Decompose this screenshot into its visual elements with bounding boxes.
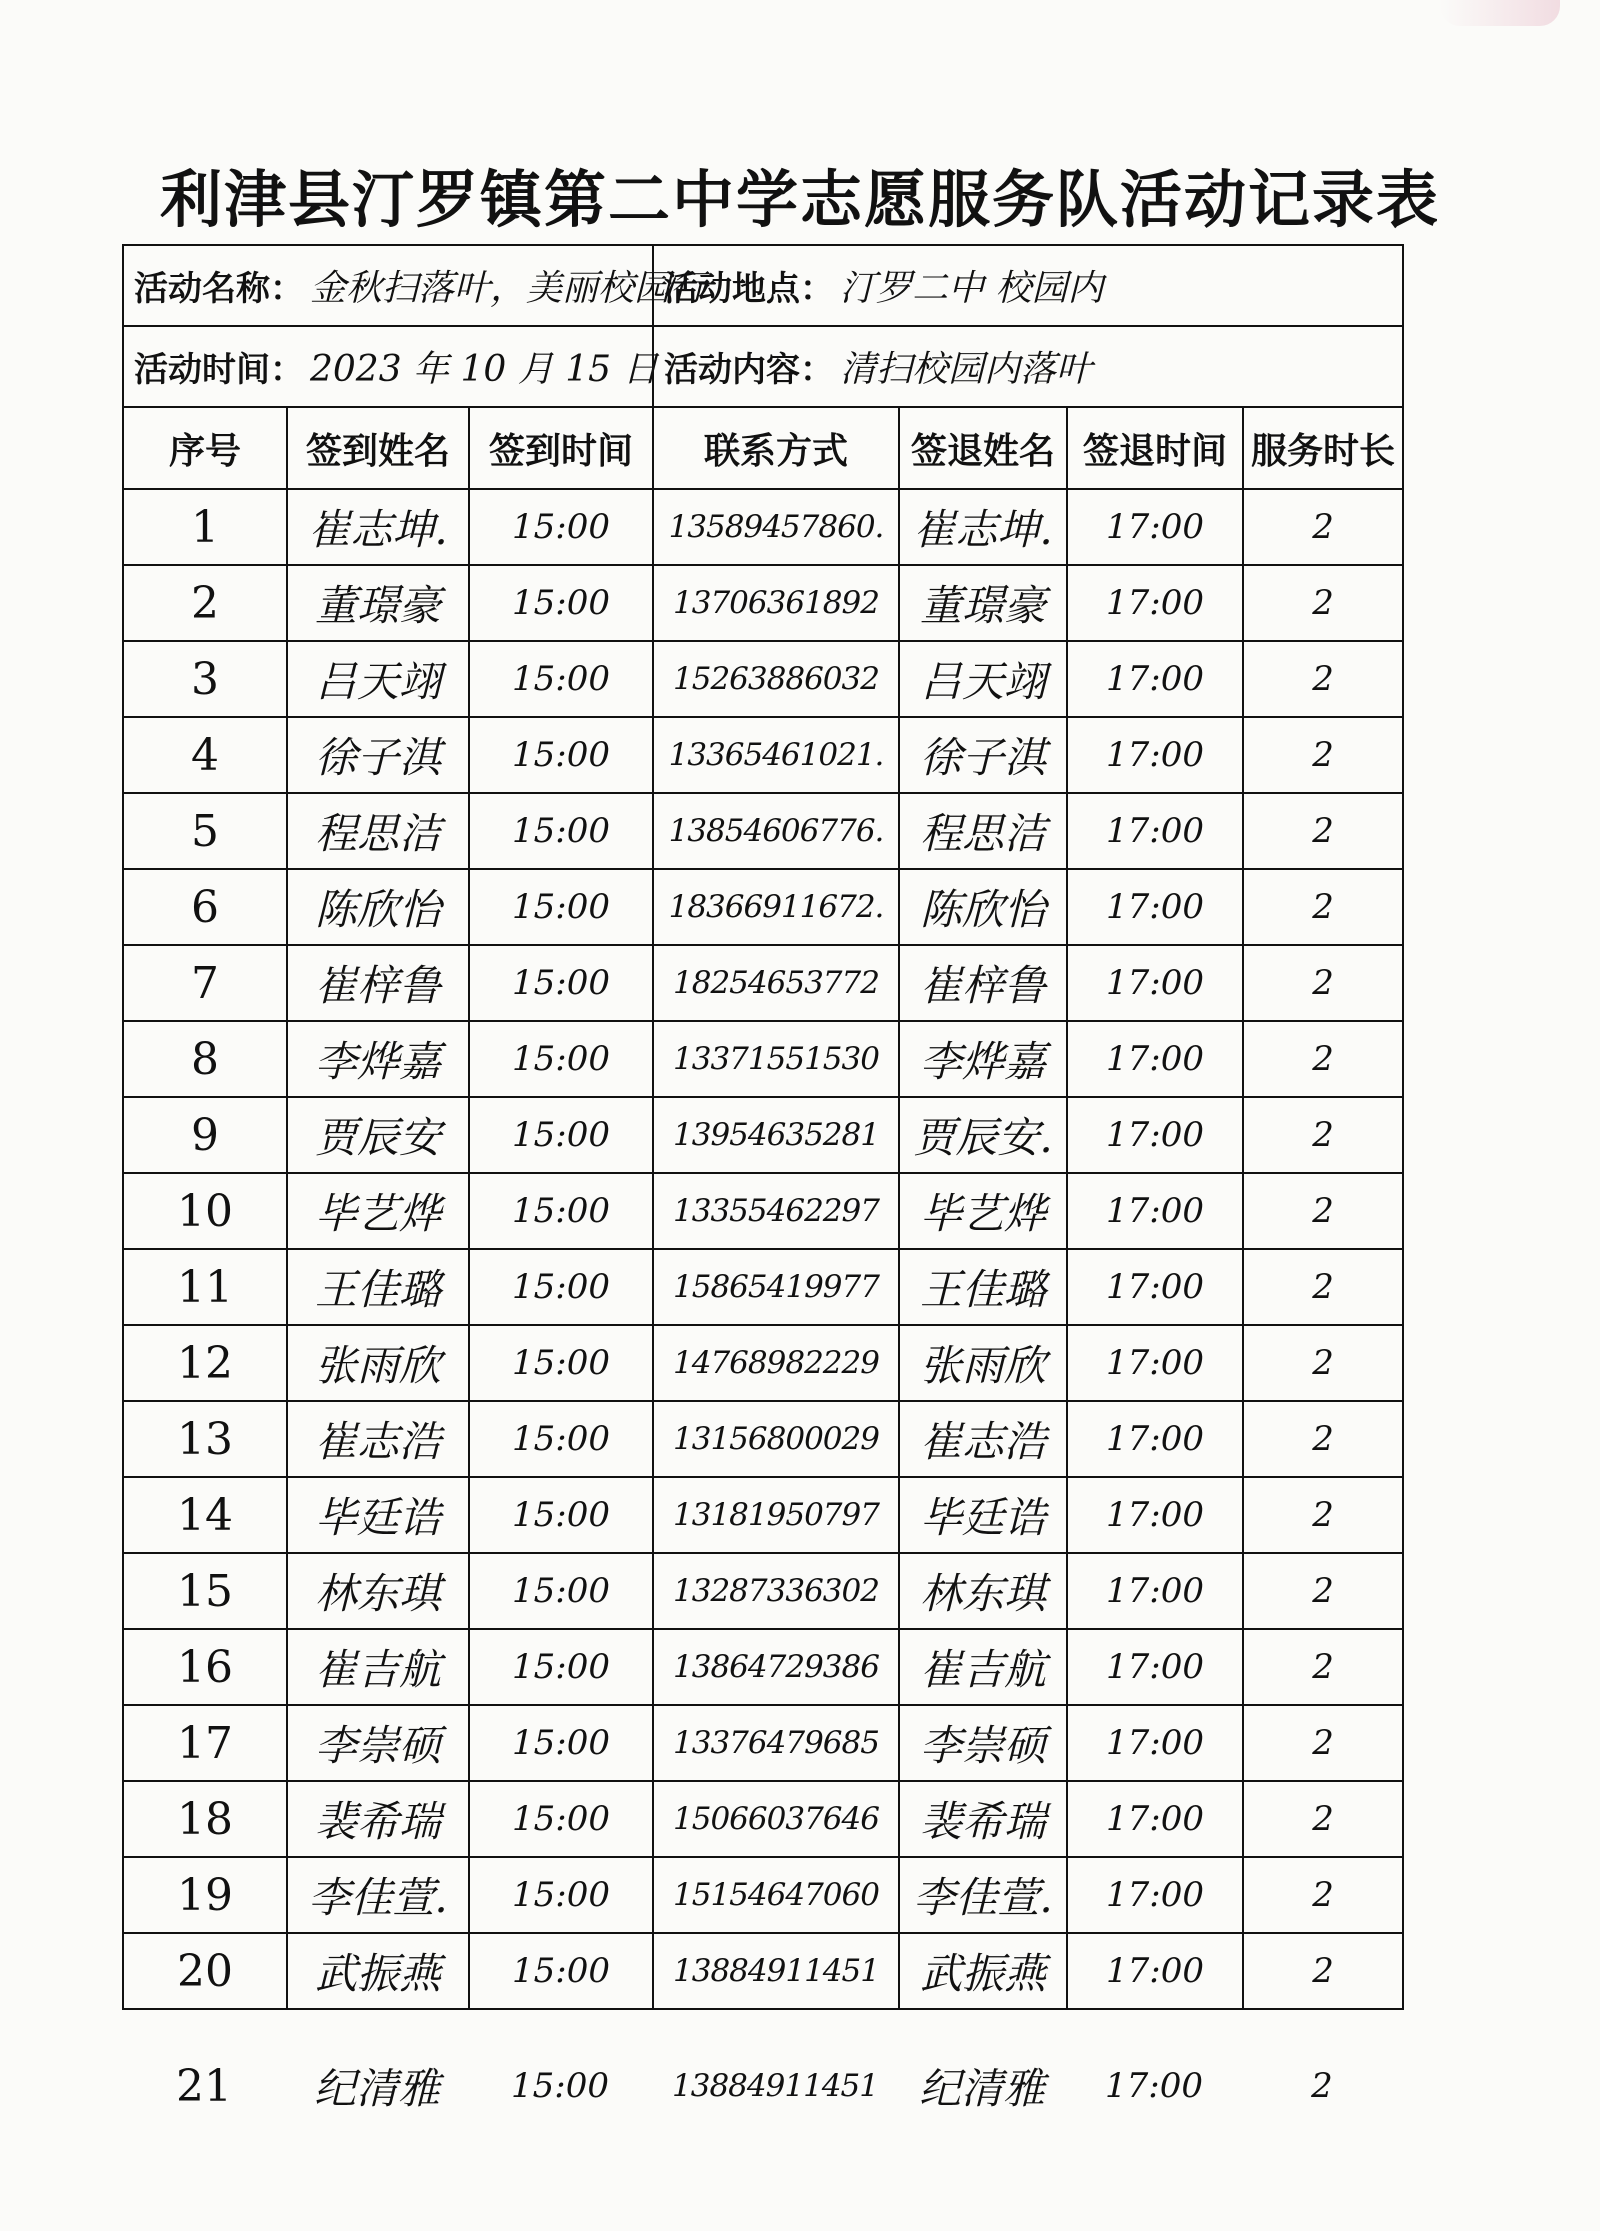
row-signout-time: 17:00 [1067, 945, 1243, 1021]
paper-edge-mark [1440, 0, 1560, 26]
row-signout-time: 17:00 [1067, 641, 1243, 717]
row-signout-time: 17:00 [1067, 1477, 1243, 1553]
row-signout-time: 17:00 [1067, 1173, 1243, 1249]
row-signin-name: 吕天翊 [287, 641, 469, 717]
activity-place-label: 活动地点： [664, 269, 834, 309]
extra-service-hours: 2 [1311, 2066, 1333, 2106]
row-signout-time: 17:00 [1067, 489, 1243, 565]
row-signin-name: 崔梓鲁 [287, 945, 469, 1021]
row-seq: 1 [123, 489, 287, 565]
row-service-hours: 2 [1243, 793, 1403, 869]
activity-time-label: 活动时间： [134, 350, 304, 390]
column-header-row [123, 407, 1403, 489]
row-seq: 17 [123, 1705, 287, 1781]
row-signout-name: 毕廷诰 [899, 1477, 1067, 1553]
row-signin-time: 15:00 [469, 945, 653, 1021]
extra-seq: 21 [176, 2060, 232, 2112]
row-signout-name: 崔吉航 [899, 1629, 1067, 1705]
row-signout-name: 徐子淇 [899, 717, 1067, 793]
row-signin-name: 林东琪 [287, 1553, 469, 1629]
row-seq: 4 [123, 717, 287, 793]
row-signout-name: 崔志坤. [899, 489, 1067, 565]
row-signout-name: 林东琪 [899, 1553, 1067, 1629]
activity-content-label: 活动内容： [664, 350, 834, 390]
row-signout-name: 陈欣怡 [899, 869, 1067, 945]
row-seq: 16 [123, 1629, 287, 1705]
activity-content-value: 清扫校园内落叶 [840, 349, 1093, 390]
row-signin-time: 15:00 [469, 717, 653, 793]
row-signin-name: 张雨欣 [287, 1325, 469, 1401]
row-signin-name: 贾辰安 [287, 1097, 469, 1173]
row-signin-time: 15:00 [469, 1781, 653, 1857]
row-signin-time: 15:00 [469, 489, 653, 565]
header-signin-time: 签到时间 [469, 407, 653, 489]
table-row [123, 1173, 1403, 1249]
row-contact: 14768982229 [653, 1325, 899, 1401]
row-signout-name: 程思洁 [899, 793, 1067, 869]
row-signin-name: 程思洁 [287, 793, 469, 869]
row-contact: 13706361892 [653, 565, 899, 641]
row-service-hours: 2 [1243, 1705, 1403, 1781]
table-row [123, 945, 1403, 1021]
row-signin-time: 15:00 [469, 1477, 653, 1553]
row-signout-time: 17:00 [1067, 1021, 1243, 1097]
row-signout-name: 毕艺烨 [899, 1173, 1067, 1249]
header-service-hours: 服务时长 [1243, 407, 1403, 489]
row-seq: 9 [123, 1097, 287, 1173]
row-service-hours: 2 [1243, 1325, 1403, 1401]
row-signin-name: 崔吉航 [287, 1629, 469, 1705]
info-row-1 [123, 245, 1403, 326]
row-signin-name: 毕艺烨 [287, 1173, 469, 1249]
row-service-hours: 2 [1243, 1173, 1403, 1249]
row-service-hours: 2 [1243, 565, 1403, 641]
row-signout-name: 裴希瑞 [899, 1781, 1067, 1857]
row-signin-name: 裴希瑞 [287, 1781, 469, 1857]
row-seq: 8 [123, 1021, 287, 1097]
row-contact: 13864729386 [653, 1629, 899, 1705]
row-signout-time: 17:00 [1067, 1325, 1243, 1401]
row-seq: 3 [123, 641, 287, 717]
table-row [123, 1553, 1403, 1629]
table-row [123, 641, 1403, 717]
table-row [123, 1021, 1403, 1097]
row-signout-time: 17:00 [1067, 1249, 1243, 1325]
row-signin-time: 15:00 [469, 1705, 653, 1781]
row-signin-name: 李佳萱. [287, 1857, 469, 1933]
row-service-hours: 2 [1243, 1097, 1403, 1173]
extra-contact: 13884911451 [672, 2068, 878, 2104]
header-contact: 联系方式 [653, 407, 899, 489]
row-signin-time: 15:00 [469, 1021, 653, 1097]
table-row [123, 1097, 1403, 1173]
row-signout-name: 吕天翊 [899, 641, 1067, 717]
row-signout-time: 17:00 [1067, 1781, 1243, 1857]
row-signout-name: 董璟豪 [899, 565, 1067, 641]
row-service-hours: 2 [1243, 1477, 1403, 1553]
table-row [123, 869, 1403, 945]
table-row [123, 1781, 1403, 1857]
row-service-hours: 2 [1243, 1249, 1403, 1325]
row-signin-name: 王佳璐 [287, 1249, 469, 1325]
activity-record-table [122, 244, 1404, 2010]
activity-name-value: 金秋扫落叶，美丽校园行 [310, 268, 707, 309]
activity-content-cell [653, 326, 1403, 407]
table-row [123, 489, 1403, 565]
row-seq: 12 [123, 1325, 287, 1401]
row-signin-time: 15:00 [469, 1857, 653, 1933]
row-service-hours: 2 [1243, 1629, 1403, 1705]
row-service-hours: 2 [1243, 945, 1403, 1021]
activity-name-cell [123, 245, 707, 326]
extra-signin-name: 纪清雅 [313, 2064, 440, 2113]
row-seq: 14 [123, 1477, 287, 1553]
row-signout-time: 17:00 [1067, 1933, 1243, 2009]
row-signin-name: 李烨嘉 [287, 1021, 469, 1097]
row-signin-name: 徐子淇 [287, 717, 469, 793]
row-contact: 13365461021. [653, 717, 899, 793]
header-signout-name: 签退姓名 [899, 407, 1067, 489]
row-signout-time: 17:00 [1067, 1629, 1243, 1705]
row-signin-time: 15:00 [469, 1933, 653, 2009]
row-signout-name: 崔梓鲁 [899, 945, 1067, 1021]
row-signin-name: 董璟豪 [287, 565, 469, 641]
header-seq: 序号 [123, 407, 287, 489]
extra-signout-time: 17:00 [1105, 2066, 1203, 2106]
table-row [123, 1477, 1403, 1553]
activity-name-label: 活动名称： [134, 269, 304, 309]
activity-time-value: 2023 年 10 月 15 日 [310, 349, 659, 390]
table-row [123, 1629, 1403, 1705]
row-contact: 13156800029 [653, 1401, 899, 1477]
row-signin-time: 15:00 [469, 1173, 653, 1249]
row-contact: 13355462297 [653, 1173, 899, 1249]
row-signin-name: 毕廷诰 [287, 1477, 469, 1553]
row-service-hours: 2 [1243, 1857, 1403, 1933]
row-signout-time: 17:00 [1067, 793, 1243, 869]
row-signout-time: 17:00 [1067, 1857, 1243, 1933]
row-contact: 13854606776. [653, 793, 899, 869]
row-signout-name: 张雨欣 [899, 1325, 1067, 1401]
row-service-hours: 2 [1243, 717, 1403, 793]
row-signin-time: 15:00 [469, 793, 653, 869]
row-signin-time: 15:00 [469, 565, 653, 641]
row-service-hours: 2 [1243, 1553, 1403, 1629]
row-signin-name: 武振燕 [287, 1933, 469, 2009]
row-contact: 18254653772 [653, 945, 899, 1021]
row-service-hours: 2 [1243, 1021, 1403, 1097]
row-contact: 13884911451 [653, 1933, 899, 2009]
row-signout-name: 武振燕 [899, 1933, 1067, 2009]
row-contact: 13371551530 [653, 1021, 899, 1097]
table-row [123, 565, 1403, 641]
row-signout-time: 17:00 [1067, 869, 1243, 945]
row-contact: 13287336302 [653, 1553, 899, 1629]
row-seq: 6 [123, 869, 287, 945]
row-signin-time: 15:00 [469, 1097, 653, 1173]
row-signin-name: 崔志坤. [287, 489, 469, 565]
row-contact: 13589457860. [653, 489, 899, 565]
row-seq: 20 [123, 1933, 287, 2009]
row-signout-time: 17:00 [1067, 565, 1243, 641]
row-contact: 15066037646 [653, 1781, 899, 1857]
row-signout-time: 17:00 [1067, 1401, 1243, 1477]
row-service-hours: 2 [1243, 869, 1403, 945]
row-service-hours: 2 [1243, 1933, 1403, 2009]
table-row [123, 1249, 1403, 1325]
table-row [123, 1325, 1403, 1401]
row-seq: 18 [123, 1781, 287, 1857]
row-seq: 11 [123, 1249, 287, 1325]
page-title: 利津县汀罗镇第二中学志愿服务队活动记录表 [159, 163, 1440, 236]
row-signin-name: 陈欣怡 [287, 869, 469, 945]
table-row [123, 1933, 1403, 2009]
row-service-hours: 2 [1243, 1401, 1403, 1477]
row-seq: 19 [123, 1857, 287, 1933]
row-signout-name: 李佳萱. [899, 1857, 1067, 1933]
row-signout-time: 17:00 [1067, 717, 1243, 793]
row-signout-name: 李崇硕 [899, 1705, 1067, 1781]
row-signout-name: 李烨嘉 [899, 1021, 1067, 1097]
row-contact: 13181950797 [653, 1477, 899, 1553]
row-signin-time: 15:00 [469, 1401, 653, 1477]
row-service-hours: 2 [1243, 1781, 1403, 1857]
activity-place-value: 汀罗二中 校园内 [840, 268, 1104, 309]
row-signout-name: 贾辰安. [899, 1097, 1067, 1173]
extra-signout-name: 纪清雅 [918, 2064, 1045, 2113]
row-signout-time: 17:00 [1067, 1097, 1243, 1173]
row-contact: 18366911672. [653, 869, 899, 945]
activity-time-cell [123, 326, 659, 407]
row-seq: 15 [123, 1553, 287, 1629]
row-signout-name: 王佳璐 [899, 1249, 1067, 1325]
row-signin-time: 15:00 [469, 869, 653, 945]
table-row [123, 1401, 1403, 1477]
row-contact: 13954635281 [653, 1097, 899, 1173]
row-signin-time: 15:00 [469, 1629, 653, 1705]
row-contact: 15263886032 [653, 641, 899, 717]
row-signout-time: 17:00 [1067, 1705, 1243, 1781]
row-service-hours: 2 [1243, 641, 1403, 717]
row-signout-time: 17:00 [1067, 1553, 1243, 1629]
row-signin-time: 15:00 [469, 1325, 653, 1401]
activity-place-cell [653, 245, 1403, 326]
row-signin-name: 崔志浩 [287, 1401, 469, 1477]
volunteer-rows [123, 489, 1403, 2009]
row-seq: 2 [123, 565, 287, 641]
row-contact: 15865419977 [653, 1249, 899, 1325]
header-signin-name: 签到姓名 [287, 407, 469, 489]
extra-row-21 [122, 2046, 1402, 2126]
extra-signin-time: 15:00 [511, 2066, 609, 2106]
row-signin-time: 15:00 [469, 1249, 653, 1325]
row-seq: 7 [123, 945, 287, 1021]
row-service-hours: 2 [1243, 489, 1403, 565]
row-seq: 5 [123, 793, 287, 869]
row-seq: 10 [123, 1173, 287, 1249]
row-signin-time: 15:00 [469, 641, 653, 717]
table-row [123, 717, 1403, 793]
info-row-2 [123, 326, 1403, 407]
table-row [123, 1857, 1403, 1933]
header-signout-time: 签退时间 [1067, 407, 1243, 489]
table-row [123, 1705, 1403, 1781]
row-seq: 13 [123, 1401, 287, 1477]
row-contact: 15154647060 [653, 1857, 899, 1933]
row-contact: 13376479685 [653, 1705, 899, 1781]
row-signout-name: 崔志浩 [899, 1401, 1067, 1477]
row-signin-time: 15:00 [469, 1553, 653, 1629]
row-signin-name: 李崇硕 [287, 1705, 469, 1781]
table-row [123, 793, 1403, 869]
